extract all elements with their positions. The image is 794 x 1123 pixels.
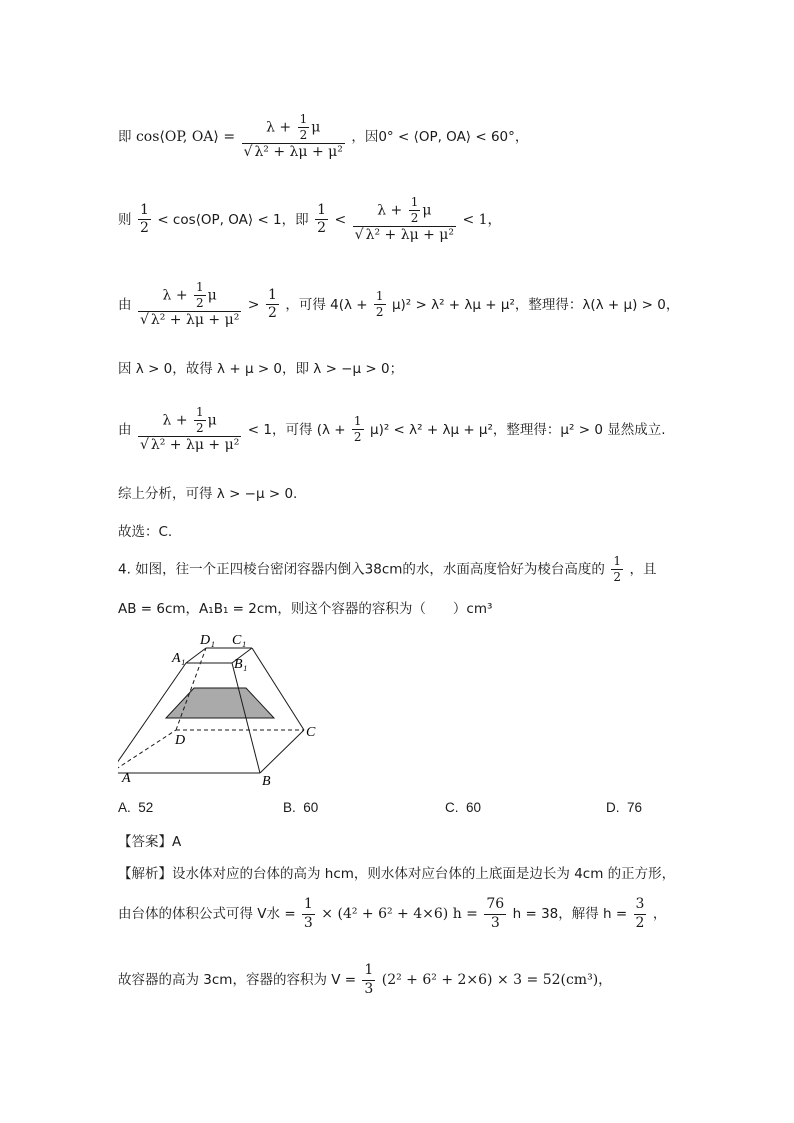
frustum-diagram xyxy=(118,630,338,790)
math-cos: cos⟨OP, OA⟩ = xyxy=(135,128,236,145)
option-d[interactable]: D. 76 xyxy=(606,800,643,815)
fraction-cos-value: λ + $\frac{1}{2}$ μ √ λ² + λμ + μ² xyxy=(243,112,343,160)
label-C1: C₁ xyxy=(232,633,247,648)
analysis-line-1: 【解析】设水体对应的台体的高为 hcm，则水体对应台体的上底面是边长为 4cm 的正方形， xyxy=(118,866,676,882)
line-upper-bound: 由 λ + $\frac{1}{2}$ μ √ λ² + λμ + μ² < 1，可得 (λ + $\frac{1}{2}$ μ)² < λ² + λμ + μ²，整理得：μ² > 0 显然成立. xyxy=(118,405,666,453)
line-cos-definition xyxy=(118,112,528,162)
option-a[interactable]: A. 52 xyxy=(118,800,154,815)
line-lambda-positive: 因 λ > 0，故得 λ + μ > 0，即 λ > −μ > 0； xyxy=(118,361,404,377)
label-A1: A₁ xyxy=(172,651,186,666)
line-cos-bounds: 则 $\frac{1}{2}$ < cos⟨OP, OA⟩ < 1，即 $\frac{1}{2}$ < λ + $\frac{1}{2}$ μ √ λ² + λμ + μ² < 1， xyxy=(118,195,502,243)
question-4-stem: 4. 如图，往一个正四棱台密闭容器内倒入38cm的水，水面高度恰好为棱台高度的 $\frac{1}{2}$ ，且 xyxy=(118,554,657,584)
label-D: D xyxy=(175,733,186,748)
analysis-line-2: 由台体的体积公式可得 V水 = $\frac{1}{3}$ × (4² + 6² + 4×6) h = $\frac{76}{3}$ h = 38，解得 h = $\frac{3}{2}$ ， xyxy=(118,896,667,931)
option-b[interactable]: B. 60 xyxy=(283,800,319,815)
fraction-cos-value: λ + $\frac{1}{2}$ μ √ λ² + λμ + μ² xyxy=(354,195,455,243)
label-D1: D₁ xyxy=(200,633,215,648)
line-choice: 故选：C. xyxy=(118,524,173,540)
analysis-line-3: 故容器的高为 3cm，容器的容积为 V = $\frac{1}{3}$ (2² + 6² + 2×6) × 3 = 52(cm³)， xyxy=(118,962,613,997)
text-prefix: 即 xyxy=(118,128,132,145)
text-angle-range: ，因0° < ⟨OP, OA⟩ < 60°， xyxy=(351,128,529,145)
line-conclusion: 综上分析，可得 λ > −μ > 0. xyxy=(118,486,298,502)
label-B1: B₁ xyxy=(234,657,248,672)
label-A: A xyxy=(122,771,131,786)
label-B: B xyxy=(262,774,271,789)
label-C: C xyxy=(306,725,316,740)
option-c[interactable]: C. 60 xyxy=(445,800,482,815)
question-4-given: AB = 6cm，A₁B₁ = 2cm，则这个容器的容积为（ ）cm³ xyxy=(118,601,493,617)
answer-label: 【答案】A xyxy=(118,834,182,850)
line-lower-bound: 由 λ + $\frac{1}{2}$ μ √ λ² + λμ + μ² > $\frac{1}{2}$ ，可得 4(λ + $\frac{1}{2}$ μ)² > λ² + λμ + μ²，整理得：λ(λ + μ) > 0， xyxy=(118,280,680,328)
